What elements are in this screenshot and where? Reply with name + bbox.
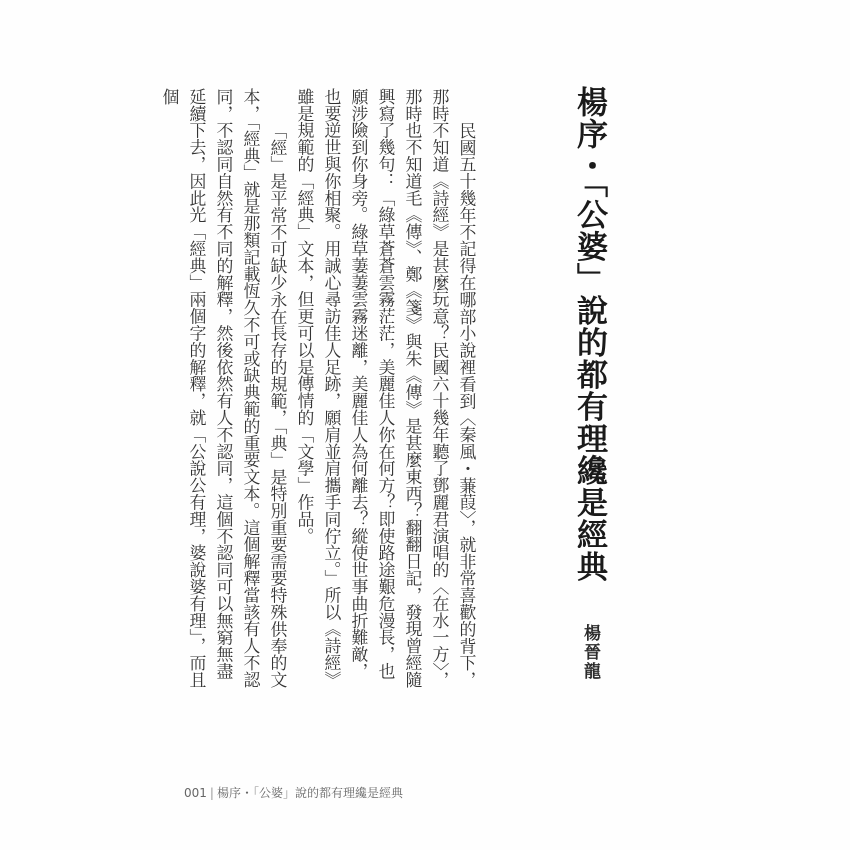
divider: | xyxy=(209,786,214,800)
running-title: 楊序・「公婆」說的都有理纔是經典 xyxy=(216,786,403,800)
running-footer xyxy=(184,783,403,803)
paragraph: 民國五十幾年不記得在哪部小說裡看到〈秦風・蒹葭〉，就非常喜歡的背下，那時不知道《詩經》是甚麼玩意？民國六十幾年聽了鄧麗君演唱的〈在水一方〉，那時也不知道毛《傳》、鄭《箋》與朱《傳》是甚麼東西？翻翻日記，發現曾經隨興寫了幾句：「綠草蒼蒼雲霧茫茫，美麗佳人你在何方？即使路途艱危漫長，也願涉險到你身旁。綠草萋萋雲霧迷離，美麗佳人為何離去？縱使世事曲折難敵，也要逆世與你相聚。用誠心尋訪佳人足跡，願肩並肩攜手同佇立。」所以《詩經》雖是規範的「經典」文本，但更可以是傳情的「文學」作品。 xyxy=(295,88,477,688)
body-text xyxy=(160,88,480,688)
author-name: 楊晉龍 xyxy=(580,624,600,681)
paragraph: 「經」是平常不可缺少永在長存的規範，「典」是特別重要需要特殊供奉的文本，「經典」就是那類記載恆久不可或缺典範的重要文本。這個解釋當該有人不認同，不認同自然有不同的解釋，然後依然有人不認同，這個不認同可以無窮無盡延續下去，因此光「經典」兩個字的解釋，就「公說公有理，婆說婆有理」，而且個 xyxy=(160,88,288,688)
page-number: 001 xyxy=(184,786,207,800)
chapter-title: 楊序・「公婆」說的都有理纔是經典 xyxy=(571,86,607,583)
